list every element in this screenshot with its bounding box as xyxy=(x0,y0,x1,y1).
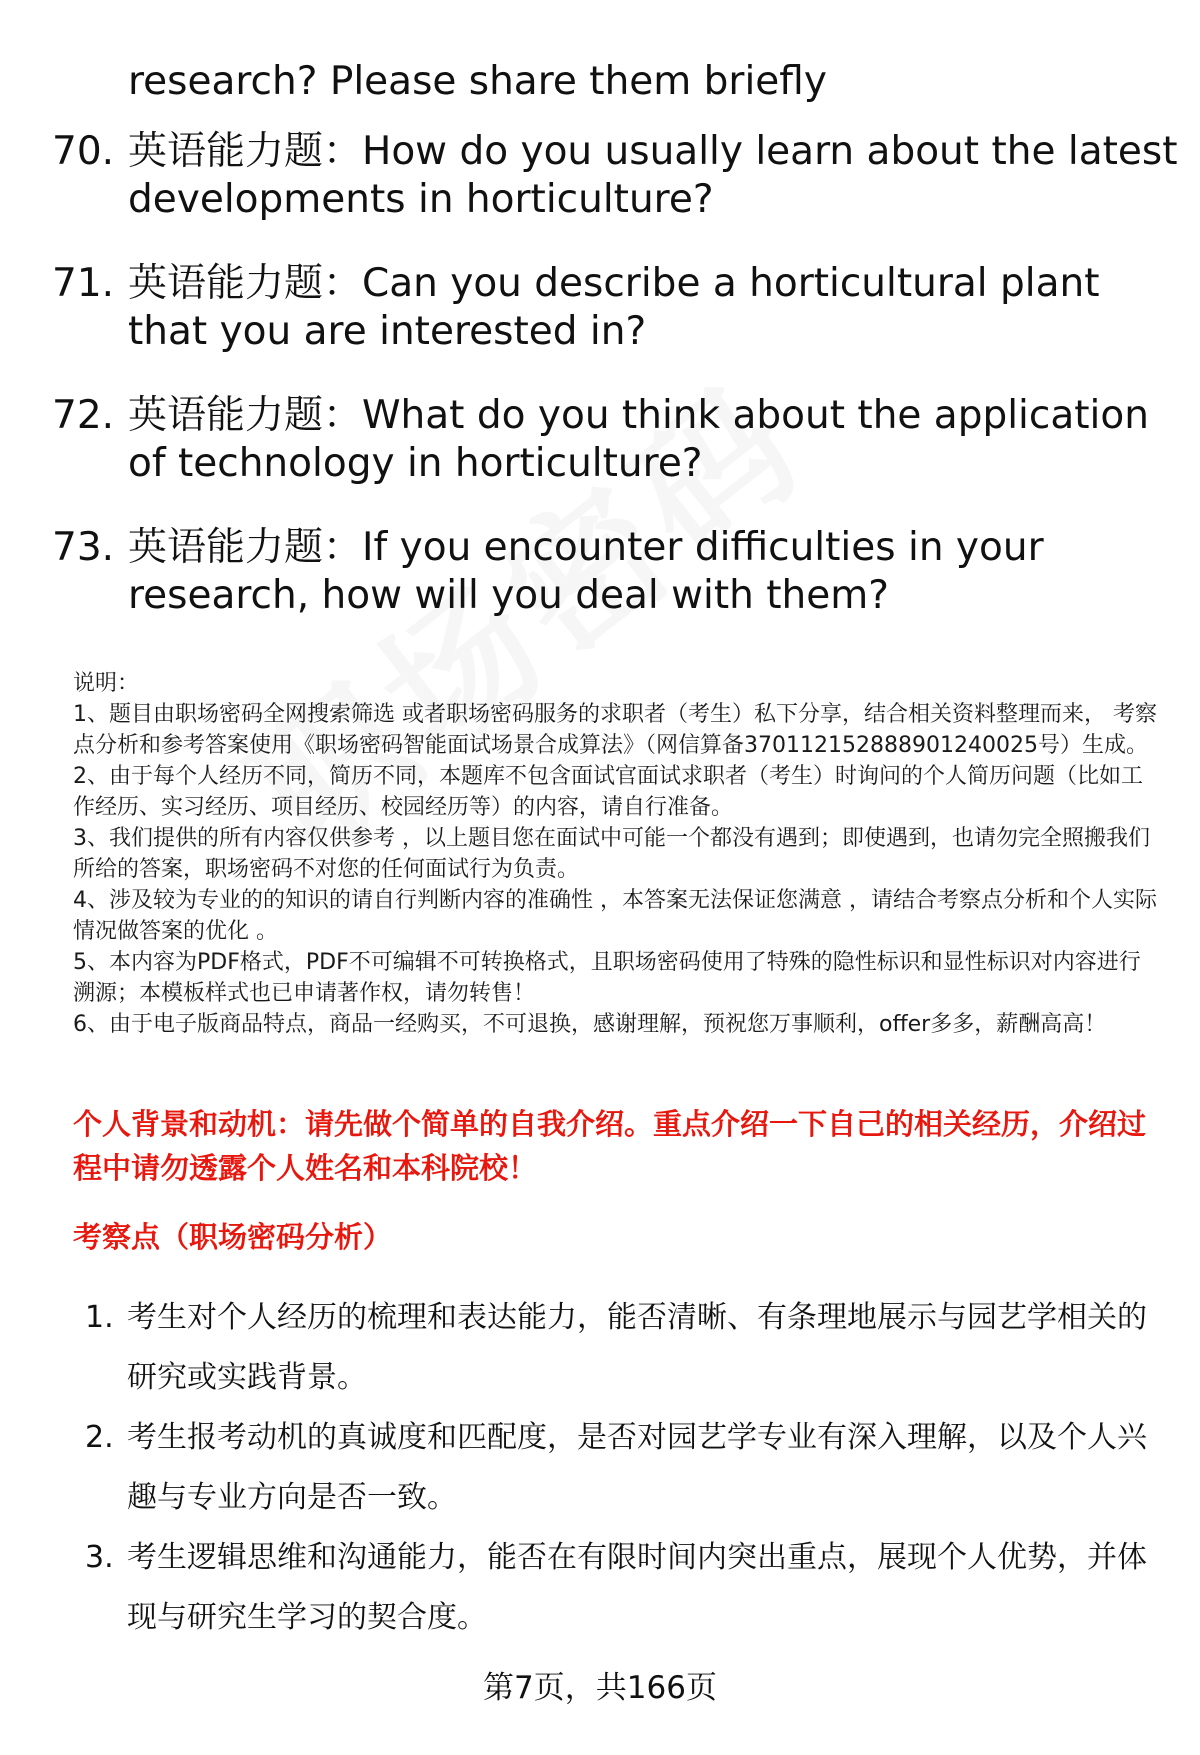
question-number: 72. xyxy=(52,393,115,438)
section-title: 个人背景和动机：请先做个简单的自我介绍。重点介绍一下自己的相关经历，介绍过程中请勿透露个人姓名和本科院校！ xyxy=(73,1107,1147,1185)
note-item: 6、由于电子版商品特点，商品一经购买，不可退换，感谢理解，预祝您万事顺利，offer多多，薪酬高高！ xyxy=(73,1012,1107,1037)
question-number: 70. xyxy=(52,129,115,174)
question-number: 71. xyxy=(52,261,115,306)
assessment-point xyxy=(73,1288,1158,1408)
question-number: 73. xyxy=(52,525,115,570)
note-item: 4、涉及较为专业的的知识的请自行判断内容的准确性 ，本答案无法保证您满意 ，请结合考察点分析和个人实际情况做答案的优化 。 xyxy=(73,888,1157,944)
assessment-point xyxy=(73,1408,1158,1528)
section-subtitle: 考察点（职场密码分析） xyxy=(73,1220,393,1254)
question-text: 英语能力题：What do you think about the application of technology in horticulture? xyxy=(128,393,1149,486)
notes-heading: 说明： xyxy=(73,671,140,696)
point-number: 3. xyxy=(85,1540,114,1575)
note-item: 3、我们提供的所有内容仅供参考 ，以上题目您在面试中可能一个都没有遇到；即使遇到，也请勿完全照搬我们所给的答案，职场密码不对您的任何面试行为负责。 xyxy=(73,826,1150,882)
point-text: 考生对个人经历的梳理和表达能力，能否清晰、有条理地展示与园艺学相关的研究或实践背景。 xyxy=(127,1300,1147,1395)
continued-question-text: research? Please share them briefly xyxy=(128,59,827,104)
note-item: 1、题目由职场密码全网搜索筛选 或者职场密码服务的求职者（考生）私下分享，结合相关资料整理而来， 考察点分析和参考答案使用《职场密码智能面试场景合成算法》（网信算备370112152888901240025号）生成。 xyxy=(73,702,1157,758)
point-number: 2. xyxy=(85,1420,114,1455)
notes-block xyxy=(73,668,1158,1040)
question-text: 英语能力题：Can you describe a horticultural plant that you are interested in? xyxy=(128,261,1100,354)
assessment-points xyxy=(73,1288,1158,1648)
page-footer: 第7页，共166页 xyxy=(483,1670,717,1706)
point-text: 考生逻辑思维和沟通能力，能否在有限时间内突出重点，展现个人优势，并体现与研究生学习的契合度。 xyxy=(127,1540,1147,1635)
note-item: 5、本内容为PDF格式，PDF不可编辑不可转换格式，且职场密码使用了特殊的隐性标识和显性标识对内容进行溯源；本模板样式也已申请著作权，请勿转售！ xyxy=(73,950,1141,1006)
point-number: 1. xyxy=(85,1300,114,1335)
assessment-point xyxy=(73,1528,1158,1648)
question-text: 英语能力题：If you encounter difficulties in your research, how will you deal with them? xyxy=(128,525,1044,618)
note-item: 2、由于每个人经历不同，简历不同，本题库不包含面试官面试求职者（考生）时询问的个人简历问题（比如工作经历、实习经历、项目经历、校园经历等）的内容，请自行准备。 xyxy=(73,764,1144,820)
question-text: 英语能力题：How do you usually learn about the latest developments in horticulture? xyxy=(128,129,1178,222)
point-text: 考生报考动机的真诚度和匹配度，是否对园艺学专业有深入理解，以及个人兴趣与专业方向是否一致。 xyxy=(127,1420,1147,1515)
